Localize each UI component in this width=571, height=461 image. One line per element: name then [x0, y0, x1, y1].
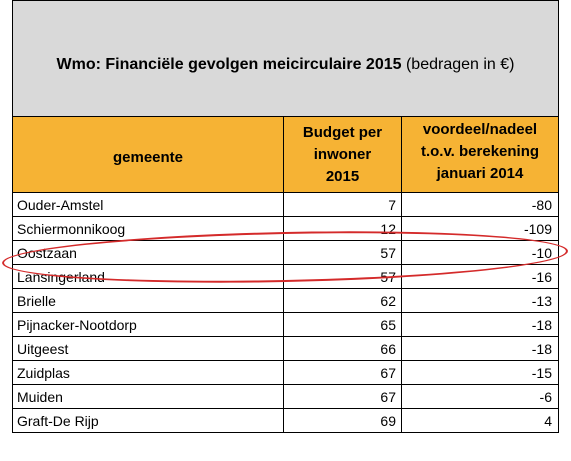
cell-gemeente: Pijnacker-Nootdorp: [12, 313, 284, 337]
cell-voordeel: -16: [401, 265, 559, 289]
cell-gemeente: Muiden: [12, 385, 284, 409]
table-row: [12, 241, 559, 265]
cell-voordeel: -10: [401, 241, 559, 265]
header-budget-line: Budget per: [302, 124, 383, 141]
cell-voordeel: -18: [401, 337, 559, 361]
cell-budget: 66: [283, 337, 402, 361]
title-unit: (bedragen in €): [405, 56, 515, 73]
table-row: [12, 217, 559, 241]
cell-budget: 12: [283, 217, 402, 241]
header-budget-line: 2015: [325, 168, 360, 185]
cell-gemeente: Oostzaan: [12, 241, 284, 265]
table-row: [12, 409, 559, 433]
cell-budget: 7: [283, 193, 402, 217]
cell-budget: 65: [283, 313, 402, 337]
cell-budget: 57: [283, 265, 402, 289]
table-row: [12, 361, 559, 385]
header-voordeel-line: voordeel/nadeel: [422, 121, 538, 138]
cell-budget: 57: [283, 241, 402, 265]
cell-budget: 67: [283, 385, 402, 409]
cell-gemeente: Ouder-Amstel: [12, 193, 284, 217]
header-gemeente-label: gemeente: [112, 149, 184, 166]
header-voordeel: [401, 116, 559, 193]
header-gemeente: [12, 116, 284, 193]
table-row: [12, 289, 559, 313]
cell-budget: 67: [283, 361, 402, 385]
cell-voordeel: -13: [401, 289, 559, 313]
table-row: [12, 193, 559, 217]
cell-voordeel: -6: [401, 385, 559, 409]
cell-gemeente: Zuidplas: [12, 361, 284, 385]
cell-voordeel: -15: [401, 361, 559, 385]
table-row: [12, 313, 559, 337]
cell-gemeente: Schiermonnikoog: [12, 217, 284, 241]
table-row: [12, 265, 559, 289]
cell-voordeel: 4: [401, 409, 559, 433]
table-title: [13, 56, 558, 74]
cell-gemeente: Lansingerland: [12, 265, 284, 289]
header-voordeel-line: januari 2014: [436, 165, 524, 182]
cell-budget: 62: [283, 289, 402, 313]
cell-gemeente: Uitgeest: [12, 337, 284, 361]
header-budget: [283, 116, 402, 193]
table-row: [12, 385, 559, 409]
cell-voordeel: -109: [401, 217, 559, 241]
header-budget-line: inwoner: [313, 146, 372, 163]
header-voordeel-line: t.o.v. berekening: [420, 143, 540, 160]
cell-gemeente: Graft-De Rijp: [12, 409, 284, 433]
title-bold: Wmo: Financiële gevolgen meicirculaire 2015: [56, 56, 402, 73]
cell-gemeente: Brielle: [12, 289, 284, 313]
table-title-box: [12, 0, 559, 117]
cell-budget: 69: [283, 409, 402, 433]
table-row: [12, 337, 559, 361]
cell-voordeel: -18: [401, 313, 559, 337]
cell-voordeel: -80: [401, 193, 559, 217]
